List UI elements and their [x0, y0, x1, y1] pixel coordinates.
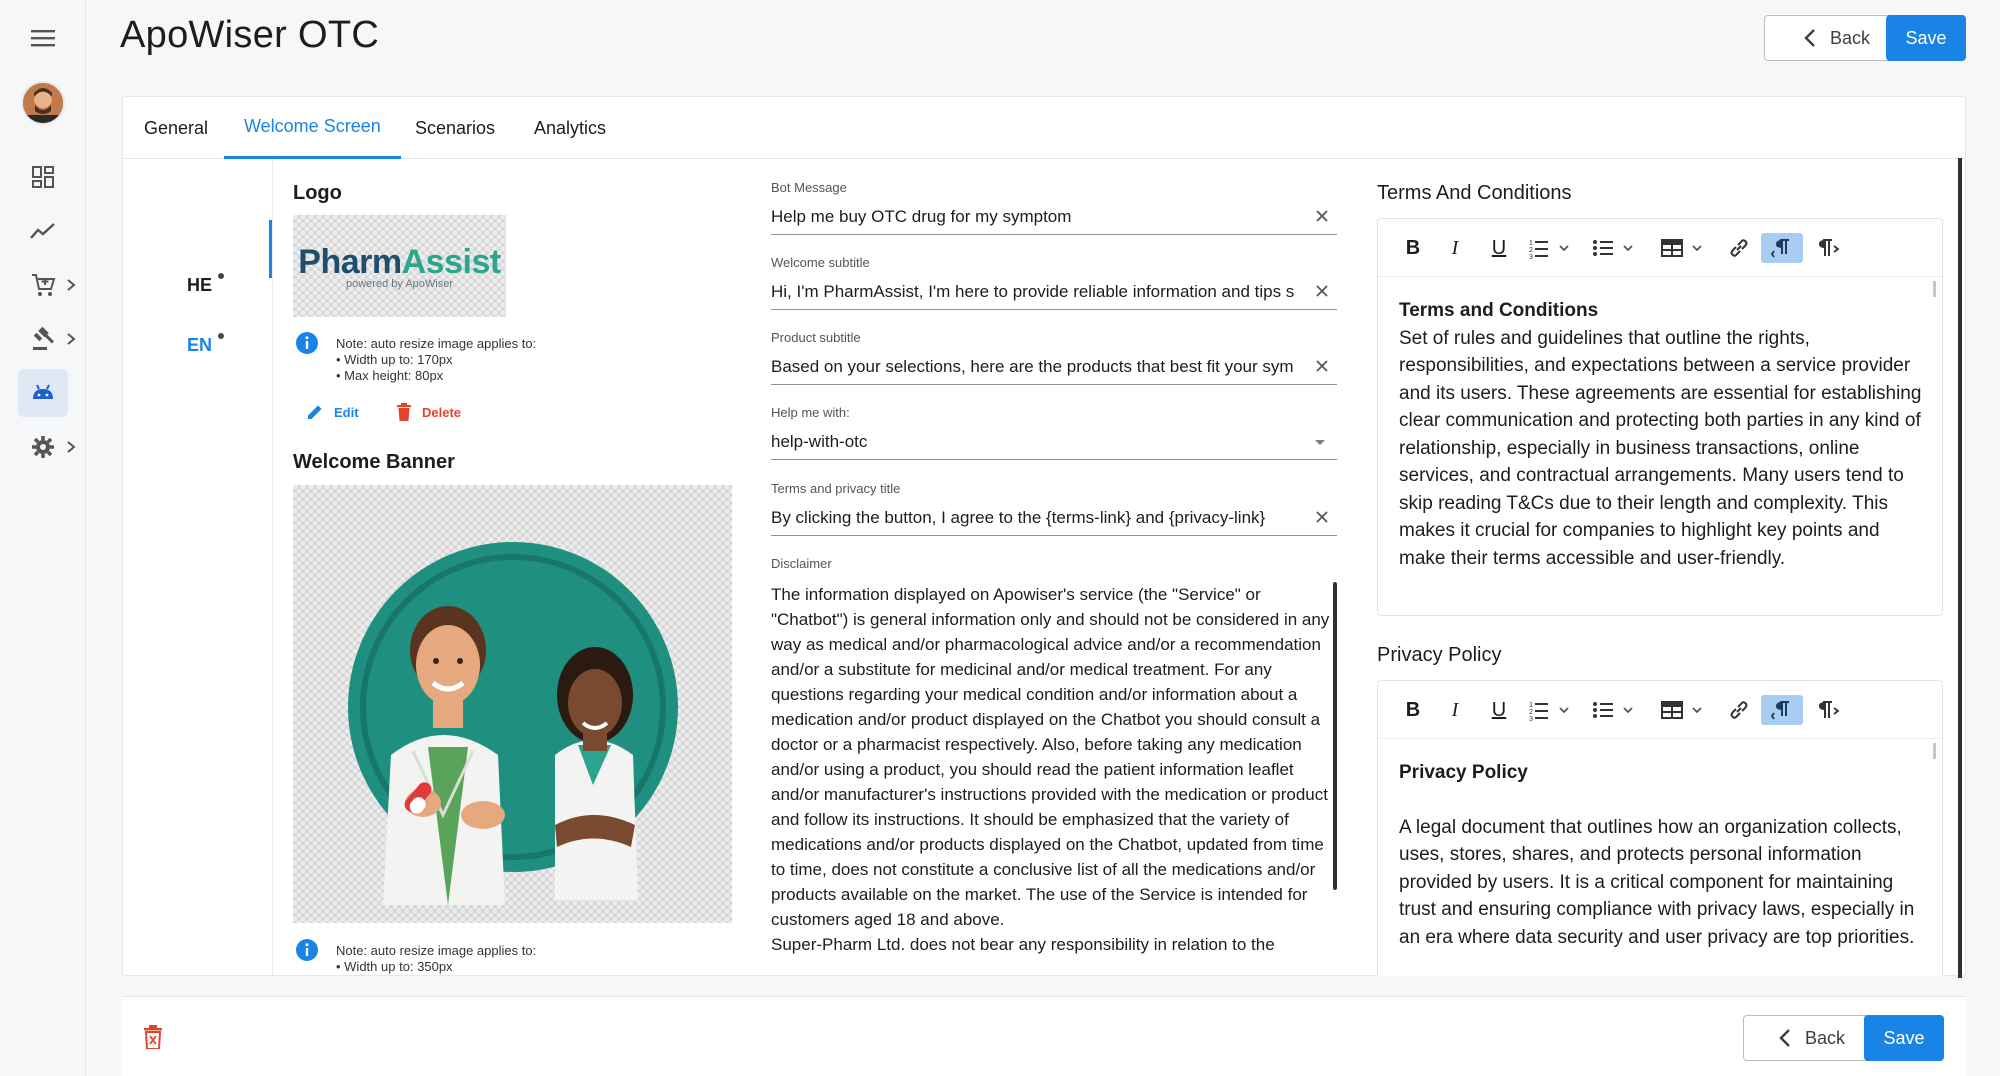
privacy-editor-content[interactable]: [1399, 759, 1929, 951]
terms-section-title: Terms And Conditions: [1377, 182, 1572, 204]
language-en-label: EN: [187, 335, 213, 355]
table-icon: [1661, 699, 1709, 721]
avatar[interactable]: [21, 81, 65, 125]
android-icon[interactable]: [18, 369, 68, 417]
svg-text:2: 2: [1529, 247, 1533, 254]
chevron-right-icon[interactable]: [64, 332, 78, 346]
banner-section-title: Welcome Banner: [293, 451, 455, 473]
sidebar: [0, 0, 86, 1076]
disclaimer-textarea[interactable]: The information displayed on Apowiser's service (the "Service" or "Chatbot") is general information only and should not be considered in any way as medical and/or pharmacological advice and/or a recommendation and/or a substitute for medicinal and/or medical treatment. For any questions regarding your medical condition and/or information about a medication and/or product displayed on the Chatbot you should consult a doctor or a pharmacist respectively. Also, before taking any medication and/or using a product, you should read the patient information leaflet and/or manufacturer's instructions provided with the medication or product and follow its instructions. It should be emphasized that the variety of medications and/or products displayed on the Chatbot, updated from time to time, does not constitute a conclusive list of all the medications and/or products available on the market. The use of the Service is intended for customers aged 18 and above. Super-Pharm Ltd. does not bear any responsibility in relation to the: [771, 585, 1330, 954]
product-subtitle-label: Product subtitle: [771, 330, 861, 345]
terms-editor-toolbar: [1378, 219, 1942, 277]
table-button[interactable]: [1661, 695, 1709, 725]
disclaimer-label: Disclaimer: [771, 556, 832, 571]
dashboard-icon[interactable]: [18, 153, 68, 201]
page-scrollbar[interactable]: [1958, 158, 1962, 978]
svg-text:3: 3: [1529, 716, 1533, 721]
tab-analytics[interactable]: Analytics: [534, 117, 607, 138]
language-he-label: HE: [187, 275, 213, 295]
privacy-heading: Privacy Policy: [1399, 762, 1528, 783]
privacy-editor-scrollbar[interactable]: [1933, 743, 1936, 759]
terms-privacy-title-input[interactable]: By clicking the button, I agree to the {terms-link} and {privacy-link}: [771, 500, 1337, 536]
tab-welcome-screen[interactable]: Welcome Screen: [224, 97, 401, 159]
gavel-icon[interactable]: [18, 315, 68, 363]
ordered-list-button[interactable]: [1528, 233, 1576, 263]
back-label: Back: [1829, 27, 1871, 48]
footer-back-button[interactable]: [1743, 1015, 1881, 1061]
table-button[interactable]: [1661, 233, 1709, 263]
dropdown-caret-icon: [1315, 440, 1325, 445]
footer-save-label: Save: [1883, 1027, 1925, 1048]
clear-icon[interactable]: [1315, 284, 1329, 298]
clear-icon[interactable]: [1315, 209, 1329, 223]
bullet-list-icon: [1592, 237, 1640, 259]
chevron-left-icon: [1779, 1028, 1791, 1048]
link-icon: [1728, 699, 1750, 721]
save-label: Save: [1905, 27, 1947, 48]
language-status-dot: [218, 333, 224, 339]
link-icon: [1728, 237, 1750, 259]
trash-icon: [396, 403, 412, 421]
privacy-editor-toolbar: [1378, 681, 1942, 739]
edit-logo-button[interactable]: Edit: [306, 403, 359, 421]
welcome-subtitle-input[interactable]: Hi, I'm PharmAssist, I'm here to provide reliable information and tips s: [771, 274, 1337, 310]
cart-icon[interactable]: [18, 261, 68, 309]
pharmacists-illustration: [293, 485, 732, 923]
chevron-left-icon: [1804, 28, 1816, 48]
tab-general[interactable]: General: [144, 117, 209, 138]
delete-logo-button[interactable]: Delete: [396, 403, 461, 421]
bullet-list-button[interactable]: [1592, 233, 1640, 263]
language-list: [123, 159, 273, 977]
footer-save-button[interactable]: [1864, 1015, 1944, 1061]
logo-section-title: Logo: [293, 182, 342, 204]
terms-privacy-title-label: Terms and privacy title: [771, 481, 901, 496]
active-language-indicator: [269, 220, 272, 278]
chevron-right-icon[interactable]: [64, 440, 78, 454]
clear-icon[interactable]: [1315, 510, 1329, 524]
banner-resize-note: Note: auto resize image applies to: • Width up to: 350px: [336, 943, 537, 974]
clear-icon[interactable]: [1315, 359, 1329, 373]
tab-bar: [123, 97, 1965, 159]
link-button[interactable]: [1724, 695, 1754, 725]
bullet-list-icon: [1592, 699, 1640, 721]
menu-icon[interactable]: [18, 14, 68, 62]
bullet-list-button[interactable]: [1592, 695, 1640, 725]
info-icon: [295, 331, 319, 355]
underline-button[interactable]: U: [1491, 698, 1507, 721]
info-icon: [295, 938, 319, 962]
trash-icon: [143, 1025, 163, 1049]
terms-editor-scrollbar[interactable]: [1933, 281, 1936, 297]
underline-button[interactable]: U: [1491, 236, 1507, 259]
ltr-paragraph-icon: [1771, 699, 1793, 721]
logo-brand: PharmAssist: [298, 242, 501, 281]
help-me-with-label: Help me with:: [771, 405, 850, 420]
bot-message-label: Bot Message: [771, 180, 847, 195]
ltr-button[interactable]: [1761, 233, 1803, 263]
rtl-button[interactable]: [1814, 695, 1844, 725]
language-en[interactable]: [187, 335, 212, 356]
footer-back-label: Back: [1804, 1027, 1846, 1048]
pencil-icon: [306, 403, 324, 421]
bot-message-input[interactable]: Help me buy OTC drug for my symptom: [771, 199, 1337, 235]
ltr-paragraph-icon: [1771, 237, 1793, 259]
rtl-button[interactable]: [1814, 233, 1844, 263]
ordered-list-button[interactable]: [1528, 695, 1576, 725]
language-he[interactable]: [187, 275, 212, 296]
rtl-paragraph-icon: [1818, 699, 1840, 721]
logo-resize-note: Note: auto resize image applies to: • Width up to: 170px • Max height: 80px: [336, 336, 537, 383]
gear-icon[interactable]: [18, 423, 68, 471]
link-button[interactable]: [1724, 233, 1754, 263]
terms-body: Set of rules and guidelines that outline the rights, responsibilities, and expectations between a service provider and its users. These agreements are essential for establishing clear communication and protecting both parties in any kind of relationship, especially in business transactions, online services, and contractual arrangements. Many users tend to skip reading T&Cs due to their length and complexity. This makes it crucial for companies to highlight key points and make their terms accessible and user-friendly.: [1399, 327, 1922, 569]
svg-text:3: 3: [1529, 254, 1533, 259]
svg-text:2: 2: [1529, 709, 1533, 716]
bold-button[interactable]: B: [1405, 698, 1421, 721]
footer-bar: [122, 996, 1966, 1076]
ltr-button[interactable]: [1761, 695, 1803, 725]
language-status-dot: [218, 273, 224, 279]
terms-editor-content[interactable]: [1399, 297, 1929, 572]
privacy-section-title: Privacy Policy: [1377, 644, 1502, 666]
ordered-list-icon: [1528, 237, 1576, 259]
terms-heading: Terms and Conditions: [1399, 300, 1599, 321]
rtl-paragraph-icon: [1818, 237, 1840, 259]
welcome-subtitle-label: Welcome subtitle: [771, 255, 870, 270]
product-subtitle-input[interactable]: Based on your selections, here are the products that best fit your sym: [771, 349, 1337, 385]
disclaimer-scrollbar[interactable]: [1333, 582, 1337, 890]
save-button[interactable]: [1886, 15, 1966, 61]
logo-brand-sub: powered by ApoWiser: [346, 277, 453, 290]
banner-preview: [293, 485, 732, 923]
svg-text:1: 1: [1529, 240, 1533, 247]
page-title: ApoWiser OTC: [120, 14, 380, 56]
svg-text:1: 1: [1529, 702, 1533, 709]
bold-button[interactable]: B: [1405, 236, 1421, 259]
table-icon: [1661, 237, 1709, 259]
italic-button[interactable]: I: [1451, 236, 1459, 259]
italic-button[interactable]: I: [1451, 698, 1459, 721]
trending-icon[interactable]: [18, 207, 68, 255]
ordered-list-icon: [1528, 699, 1576, 721]
help-me-with-select[interactable]: help-with-otc: [771, 424, 1337, 460]
privacy-editor[interactable]: [1377, 680, 1943, 976]
chevron-right-icon[interactable]: [64, 278, 78, 292]
delete-item-button[interactable]: [143, 1025, 163, 1054]
tab-scenarios[interactable]: Scenarios: [415, 117, 496, 138]
privacy-body: A legal document that outlines how an organization collects, uses, stores, shares, and protects personal information provided by users. It is a critical component for maintaining trust and ensuring compliance with privacy laws, especially in an era where data security and user privacy are top priorities.: [1399, 816, 1915, 948]
terms-editor[interactable]: [1377, 218, 1943, 616]
logo-preview: [293, 215, 506, 317]
